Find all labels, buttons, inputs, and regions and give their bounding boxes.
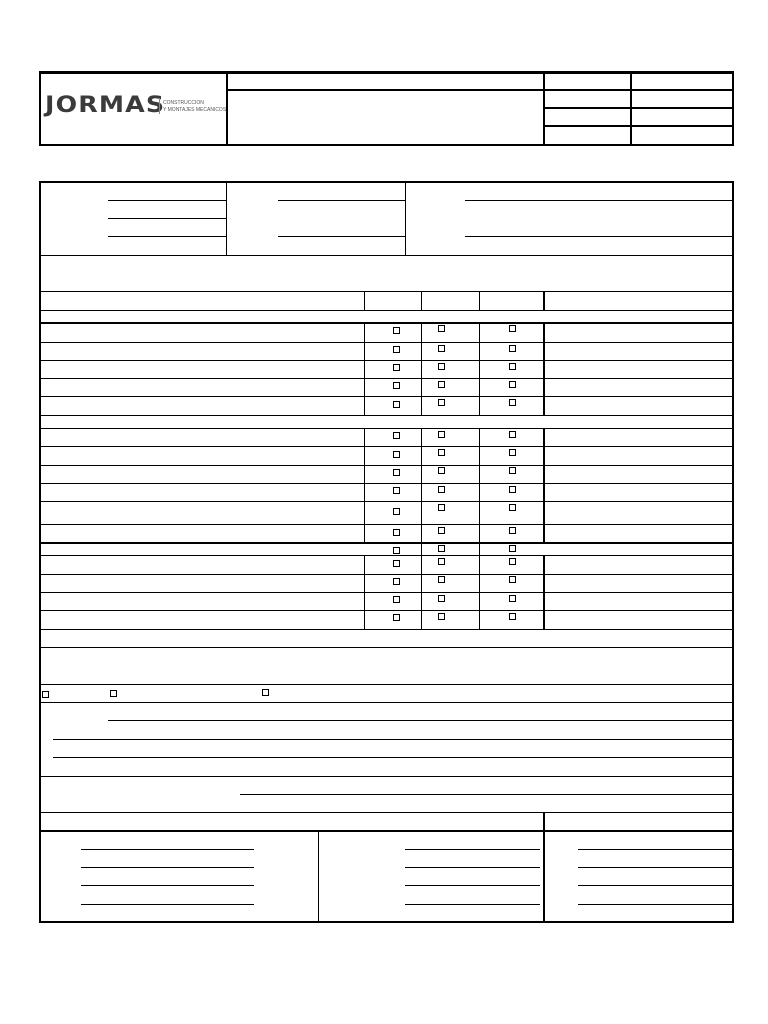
table-header-top — [39, 291, 734, 292]
checkbox[interactable] — [438, 595, 445, 602]
checkbox[interactable] — [509, 363, 516, 370]
g1-row-line-1 — [39, 342, 734, 343]
signature-line-c1[interactable] — [578, 849, 734, 850]
checkbox[interactable] — [438, 558, 445, 565]
result-heading-bottom — [39, 647, 734, 648]
checkbox[interactable] — [438, 486, 445, 493]
g3-row-line-1 — [39, 574, 734, 575]
checkbox[interactable] — [509, 449, 516, 456]
checkbox[interactable] — [393, 578, 400, 585]
checkbox[interactable] — [393, 432, 400, 439]
signature-line-a3[interactable] — [81, 885, 254, 886]
logo-separator — [159, 98, 160, 114]
checkbox[interactable] — [438, 345, 445, 352]
checkbox[interactable] — [393, 346, 400, 353]
checkbox[interactable] — [393, 451, 400, 458]
g2-row-line-3 — [39, 483, 734, 484]
g1-row-line-4 — [39, 396, 734, 397]
g1-row-line-5 — [39, 415, 734, 416]
info-field-line-b2[interactable] — [278, 236, 405, 237]
g3-row-line-0 — [39, 555, 734, 556]
signature-line-b2[interactable] — [405, 867, 540, 868]
checkbox[interactable] — [393, 469, 400, 476]
signature-line-c2[interactable] — [578, 867, 734, 868]
info-field-line-c2[interactable] — [465, 236, 734, 237]
g2-row-line-2 — [39, 465, 734, 466]
g1-row-line-2 — [39, 360, 734, 361]
checkbox[interactable] — [438, 504, 445, 511]
checkbox[interactable] — [509, 595, 516, 602]
checkbox[interactable] — [509, 613, 516, 620]
checkbox[interactable] — [393, 508, 400, 515]
checkbox[interactable] — [438, 449, 445, 456]
checkbox[interactable] — [509, 576, 516, 583]
checkbox[interactable] — [438, 325, 445, 332]
checkbox[interactable] — [509, 467, 516, 474]
signature-line-b1[interactable] — [405, 849, 540, 850]
checkbox[interactable] — [509, 504, 516, 511]
approval-field-line[interactable] — [240, 794, 734, 795]
g3-row-line-3 — [39, 610, 734, 611]
g3-row-line-2 — [39, 592, 734, 593]
signature-line-c3[interactable] — [578, 885, 734, 886]
checkbox[interactable] — [509, 431, 516, 438]
meta-row-line-3 — [543, 125, 734, 127]
signature-col-divider — [318, 830, 319, 923]
col-divider-item — [364, 291, 365, 310]
checkbox[interactable] — [509, 325, 516, 332]
col-divider-c1 — [421, 291, 422, 310]
checkbox[interactable] — [438, 613, 445, 620]
logo-tagline-2: Y MONTAJES MECANICOS — [163, 107, 227, 113]
info-field-line-c1[interactable] — [465, 200, 734, 201]
col-divider-c2 — [479, 291, 480, 310]
info-field-line-a1[interactable] — [108, 200, 226, 201]
checkbox[interactable] — [438, 545, 445, 552]
g1-col-divider-obs — [543, 322, 545, 415]
checkbox[interactable] — [393, 364, 400, 371]
checkbox[interactable] — [393, 327, 400, 334]
checkbox[interactable] — [509, 486, 516, 493]
header-title-line — [226, 89, 544, 91]
info-field-line-a2[interactable] — [108, 218, 226, 219]
result-option-checkbox-1[interactable] — [42, 691, 49, 698]
checkbox[interactable] — [393, 614, 400, 621]
signature-line-b4[interactable] — [405, 904, 540, 905]
g3-row-line-4 — [39, 629, 734, 630]
checkbox[interactable] — [509, 527, 516, 534]
checkbox[interactable] — [438, 431, 445, 438]
table-header-bottom — [39, 310, 734, 311]
approval-section-bottom — [39, 812, 734, 813]
header-divider-logo — [226, 71, 228, 146]
checkbox[interactable] — [393, 382, 400, 389]
result-options-bottom — [39, 702, 734, 703]
meta-row-line-1 — [543, 89, 734, 91]
g2-bottom — [39, 542, 734, 544]
meta-row-line-2 — [543, 107, 734, 109]
checkbox[interactable] — [438, 527, 445, 534]
signature-heading-divider — [543, 812, 545, 923]
checkbox[interactable] — [393, 560, 400, 567]
checkbox[interactable] — [438, 363, 445, 370]
info-col-divider-2 — [405, 181, 406, 255]
observation-line-1[interactable] — [108, 720, 734, 721]
logo-tagline-1: CONSTRUCCION — [163, 100, 204, 106]
checkbox[interactable] — [438, 399, 445, 406]
checkbox[interactable] — [509, 545, 516, 552]
signature-line-c4[interactable] — [578, 904, 734, 905]
checkbox[interactable] — [509, 345, 516, 352]
checkbox[interactable] — [393, 529, 400, 536]
result-option-checkbox-3[interactable] — [262, 689, 269, 696]
group-1-heading-bottom — [39, 322, 734, 324]
g2-row-line-4 — [39, 501, 734, 502]
g2-row-line-1 — [39, 446, 734, 447]
signature-line-b3[interactable] — [405, 885, 540, 886]
checkbox[interactable] — [438, 381, 445, 388]
checkbox[interactable] — [393, 487, 400, 494]
result-box-bottom — [39, 684, 734, 685]
group-2-heading-bottom — [39, 428, 734, 429]
checkbox[interactable] — [509, 399, 516, 406]
result-option-checkbox-2[interactable] — [110, 690, 117, 697]
signature-line-a4[interactable] — [81, 904, 254, 905]
checkbox[interactable] — [509, 558, 516, 565]
info-field-line-a3[interactable] — [108, 236, 226, 237]
g1-col-divider-item — [364, 322, 365, 415]
checkbox[interactable] — [509, 381, 516, 388]
col-divider-obs — [543, 291, 545, 310]
checkbox[interactable] — [438, 467, 445, 474]
observation-line-2[interactable] — [53, 739, 734, 740]
signature-line-a1[interactable] — [81, 849, 254, 850]
observations-bottom — [39, 776, 734, 777]
g1-col-divider-c1 — [421, 322, 422, 415]
checkbox[interactable] — [438, 576, 445, 583]
logo-wordmark: JORMAS — [45, 93, 166, 118]
info-field-line-b1[interactable] — [278, 200, 405, 201]
info-section-bottom — [39, 255, 734, 256]
signature-heading-bottom — [39, 830, 734, 832]
checkbox[interactable] — [393, 401, 400, 408]
signature-line-a2[interactable] — [81, 867, 254, 868]
checkbox[interactable] — [393, 547, 400, 554]
g1-row-line-3 — [39, 378, 734, 379]
g1-col-divider-c2 — [479, 322, 480, 415]
info-col-divider-1 — [226, 181, 227, 255]
checkbox[interactable] — [393, 596, 400, 603]
observation-line-3[interactable] — [53, 757, 734, 758]
g2-row-line-5 — [39, 524, 734, 525]
